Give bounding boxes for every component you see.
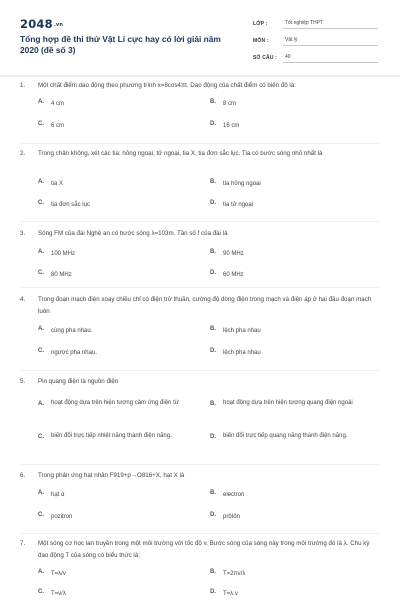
answer-option-b[interactable]: B. 90 MHz bbox=[210, 249, 244, 257]
answer-option-b[interactable]: B. electron bbox=[210, 490, 245, 498]
question-separator bbox=[20, 533, 380, 534]
answer-option-c[interactable]: C. ngược pha nhau. bbox=[38, 348, 97, 356]
question-separator bbox=[20, 464, 380, 465]
answer-option-c[interactable]: C. biến đổi trực tiếp nhiệt năng thành điện năng. bbox=[38, 433, 172, 440]
question-4 bbox=[20, 294, 380, 356]
answer-option-a[interactable]: A. T=λ/v bbox=[38, 569, 66, 577]
answer-options bbox=[20, 99, 380, 134]
answer-option-c[interactable]: C. 6 cm bbox=[38, 121, 65, 129]
question-separator bbox=[20, 370, 380, 371]
question-count-label: SỐ CÂU : bbox=[253, 55, 278, 61]
answer-option-b[interactable]: B. 8 cm bbox=[210, 99, 237, 107]
logo-suffix: .vn bbox=[53, 21, 64, 28]
question-1 bbox=[20, 80, 380, 134]
answer-option-d[interactable]: D. T=λ.v bbox=[210, 589, 238, 597]
subject-row bbox=[253, 32, 378, 46]
answer-options bbox=[20, 240, 380, 278]
question-text: Trong chân không, xét các tia: hồng ngoại, tử ngoại, tia X, tia đơn sắc lục. Tia có bước sóng nhỏ nhất là bbox=[38, 150, 323, 157]
answer-option-a[interactable]: A. tia X bbox=[38, 179, 64, 187]
answer-option-b[interactable]: B. hoạt động dựa trên hiện tượng quang điện ngoài bbox=[210, 400, 353, 407]
answer-option-a[interactable]: A. 100 MHz bbox=[38, 249, 76, 257]
question-text: Pin quang điện là nguồn điện bbox=[38, 378, 119, 385]
question-number: 3. bbox=[20, 230, 26, 237]
question-text: Sóng FM của đài Nghệ an có bước sóng λ=103m. Tần số f của đài là bbox=[38, 230, 228, 237]
answer-option-a[interactable]: A. hạt α bbox=[38, 490, 65, 498]
answer-option-d[interactable]: D. 60 MHz bbox=[210, 270, 244, 278]
question-separator bbox=[20, 143, 380, 144]
answer-options bbox=[20, 174, 380, 208]
class-value: Tốt nghiệp THPT bbox=[283, 17, 378, 29]
question-number: 6. bbox=[20, 472, 26, 479]
question-separator bbox=[20, 287, 380, 288]
question-6 bbox=[20, 470, 380, 520]
answer-option-d[interactable]: D. biến đổi trực tiếp quang năng thành điện năng. bbox=[210, 433, 348, 440]
question-7 bbox=[20, 538, 380, 597]
header-divider bbox=[0, 75, 400, 77]
answer-options bbox=[20, 564, 380, 597]
question-text: Trong phản ứng hạt nhân F919+p→O816+X, hạt X là bbox=[38, 472, 185, 479]
question-count-row bbox=[253, 49, 378, 63]
answer-options bbox=[20, 318, 380, 356]
answer-option-d[interactable]: D. 16 cm bbox=[210, 121, 240, 129]
document-title: Tổng hợp đề thi thử Vật Lí cực hay có lời giải năm 2020 (đề số 3) bbox=[20, 34, 221, 55]
question-number: 5. bbox=[20, 378, 26, 385]
answer-option-b[interactable]: B. lệch pha nhau bbox=[210, 326, 261, 334]
answer-option-a[interactable]: A. 4 cm bbox=[38, 99, 65, 107]
answer-option-c[interactable]: C. 80 MHz bbox=[38, 270, 72, 278]
subject-label: MÔN : bbox=[253, 38, 269, 44]
answer-options bbox=[20, 482, 380, 520]
question-number: 1. bbox=[20, 82, 26, 89]
page-header bbox=[0, 0, 400, 78]
subject-value: Vật lý bbox=[283, 34, 378, 46]
logo-text: 2048 bbox=[20, 17, 53, 31]
site-logo[interactable] bbox=[20, 17, 63, 31]
answer-option-b[interactable]: B. T=2πv/λ bbox=[210, 569, 246, 577]
answer-option-c[interactable]: C. T=v/λ bbox=[38, 589, 66, 597]
answer-option-d[interactable]: D. lệch pha nhau bbox=[210, 348, 261, 356]
question-number: 4. bbox=[20, 296, 26, 303]
question-text: Trong đoạn mạch điện xoay chiều chỉ có điện trở thuần, cường độ dòng điện trong mạch và điện áp ở hai đầu đoạn mạch luôn bbox=[38, 296, 372, 315]
question-number: 7. bbox=[20, 540, 26, 547]
question-3 bbox=[20, 228, 380, 278]
answer-option-c[interactable]: C. pozitron bbox=[38, 512, 73, 520]
exam-info bbox=[253, 15, 378, 66]
answer-option-d[interactable]: D. tia tử ngoại bbox=[210, 200, 254, 208]
question-5 bbox=[20, 376, 380, 440]
answer-option-d[interactable]: D. prôtôn bbox=[210, 512, 241, 520]
question-number: 2. bbox=[20, 150, 26, 157]
answer-options bbox=[20, 388, 380, 440]
question-separator bbox=[20, 221, 380, 222]
question-2 bbox=[20, 148, 380, 208]
answer-option-a[interactable]: A. hoạt động dựa trên hiện tượng cảm ứng điện từ bbox=[38, 400, 179, 407]
question-text: Một sóng cơ học lan truyền trong một môi trường với tốc độ v. Bước sóng của sóng này trong môi trường đó là λ. Chu kỳ dao động T của sóng có biểu thức là: bbox=[38, 540, 370, 559]
answer-option-a[interactable]: A. cùng pha nhau. bbox=[38, 326, 93, 334]
class-label: LỚP : bbox=[253, 21, 268, 27]
answer-option-c[interactable]: C. tia đơn sắc lục bbox=[38, 200, 90, 208]
answer-option-b[interactable]: B. tia hồng ngoại bbox=[210, 179, 261, 187]
question-count-value: 40 bbox=[283, 51, 378, 63]
class-row bbox=[253, 15, 378, 29]
question-text: Một chất điểm dao động theo phương trình x=8cos4πt. Dao động của chất điểm có biên độ là: bbox=[38, 82, 296, 89]
